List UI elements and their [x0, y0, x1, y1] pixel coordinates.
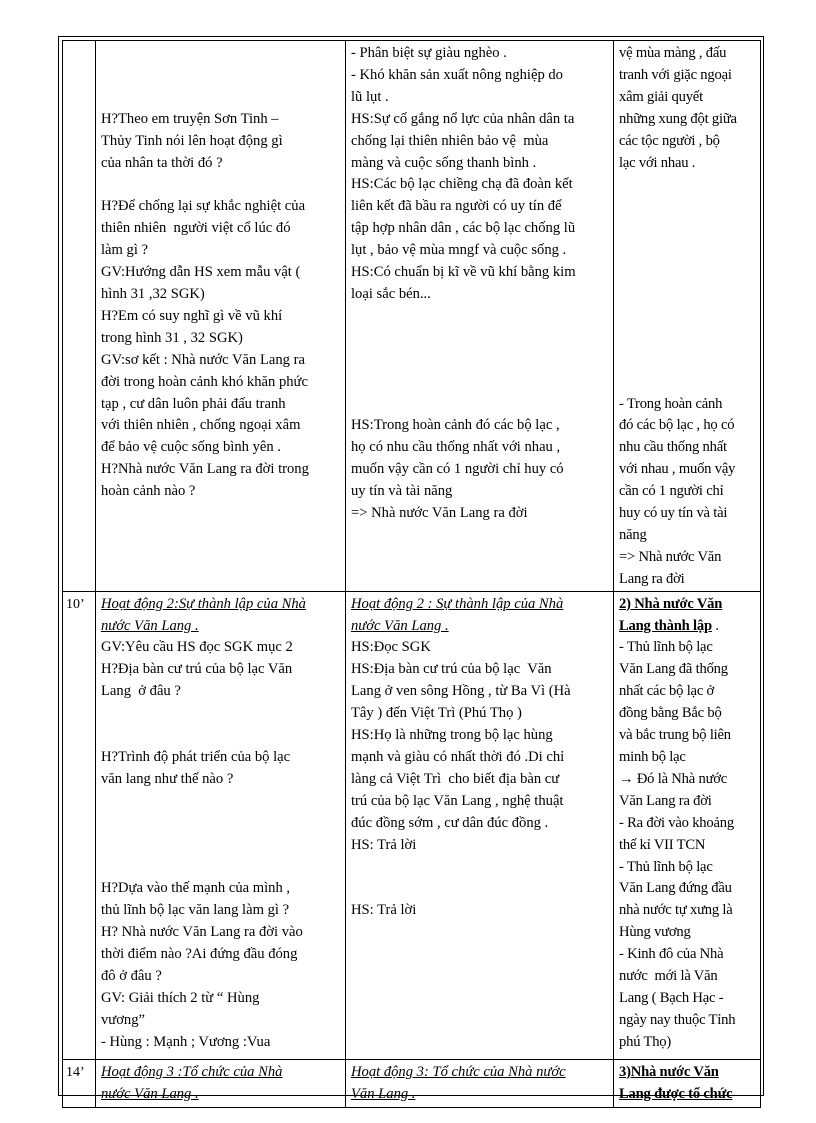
blank-line	[351, 372, 609, 394]
text-line: những xung đột giữa	[619, 110, 737, 127]
text-line: Văn Lang .	[351, 1085, 416, 1102]
text-line: tập hợp nhân dân , các bộ lạc chống lũ	[351, 220, 576, 237]
text-line: HS: Trả lời	[351, 902, 417, 919]
blank-line	[351, 394, 609, 416]
text-line: mạnh và giàu có nhất thời đó .Di chỉ	[351, 749, 565, 765]
teacher-lines	[101, 637, 341, 1053]
text-line: GV:Yêu cầu HS đọc SGK mục 2	[101, 639, 293, 656]
text-line: - Khó khăn sản xuất nông nghiệp do	[351, 66, 563, 83]
text-line: Văn Lang ra đời	[619, 792, 712, 809]
text-line: minh bộ lạc	[619, 749, 686, 765]
text-line: làng cả Việt Trì cho biết địa bàn cư	[351, 770, 560, 787]
blank-line	[619, 196, 756, 218]
text-line: uy tín và tài năng	[351, 483, 453, 500]
text-line: HS: Trả lời	[351, 836, 417, 853]
text-line: huy có uy tín và tài	[619, 505, 728, 522]
section-heading-tail: .	[711, 617, 719, 634]
text-line: 3)Nhà nước Văn	[619, 1063, 719, 1080]
blank-line	[101, 857, 341, 879]
text-line: màng và cuộc sống thanh bình .	[351, 154, 537, 171]
text-line: → Đó là Nhà nước	[619, 770, 728, 787]
content-cell	[614, 591, 761, 1059]
blank-line	[351, 328, 609, 350]
table-row-activity-2	[63, 591, 761, 1059]
activity-heading	[101, 594, 341, 638]
text-line: chống lại thiên nhiên bảo vệ mùa	[351, 132, 549, 149]
text-line: liên kết đã bầu ra người có uy tín để	[351, 198, 562, 215]
text-line: tranh với giặc ngoại	[619, 66, 732, 83]
text-line: của nhân ta thời đó ?	[101, 154, 223, 171]
blank-line	[101, 835, 341, 857]
text-line: nước mới là Văn	[619, 968, 718, 985]
section-heading-line: Lang thành lập	[619, 617, 712, 634]
text-line: trong hình 31 , 32 SGK)	[101, 329, 243, 346]
text-line: làm gì ?	[101, 242, 149, 259]
text-line: nhất các bộ lạc ở	[619, 683, 715, 700]
blank-line	[619, 284, 756, 306]
text-line: H?Em có suy nghĩ gì về vũ khí	[101, 307, 283, 324]
activity-heading	[351, 1062, 609, 1106]
blank-line	[351, 857, 609, 879]
text-line: với thiên nhiên , chống ngoại xâm	[101, 417, 301, 434]
text-line: - Phân biệt sự giàu nghèo .	[351, 45, 507, 61]
text-line: thời điểm nào ?Ai đứng đầu đóng	[101, 946, 298, 963]
teacher-activity-cell	[96, 41, 346, 592]
blank-line	[101, 43, 341, 65]
text-line: đời trong hoàn cảnh khó khăn phức	[101, 373, 308, 390]
text-line: và bắc trung bộ liên	[619, 727, 731, 744]
text-line: H?Để chống lại sự khắc nghiệt của	[101, 198, 306, 215]
text-line: thủ lĩnh bộ lạc văn lang làm gì ?	[101, 902, 290, 919]
blank-line	[619, 328, 756, 350]
text-line: => Nhà nước Văn Lang ra đời	[351, 505, 528, 522]
text-line: HS:Có chuẩn bị kĩ về vũ khí bằng kim	[351, 264, 576, 281]
section-heading	[619, 1062, 756, 1106]
text-line: Hoạt động 2 : Sự thành lập của Nhà	[351, 595, 564, 612]
time-cell	[63, 41, 96, 592]
text-line: - Hùng : Mạnh ; Vương :Vua	[101, 1033, 271, 1050]
text-line: ngày nay thuộc Tỉnh	[619, 1011, 736, 1028]
content-cell	[614, 1059, 761, 1107]
text-line: H?Trình độ phát triển của bộ lạc	[101, 749, 291, 765]
teacher-activity-cell	[96, 1059, 346, 1107]
text-line: nước Văn Lang .	[351, 617, 449, 634]
text-line: Văn Lang đã thống	[619, 661, 728, 678]
text-line: GV:Hướng dẫn HS xem mẫu vật (	[101, 264, 301, 281]
text-line: thế kỉ VII TCN	[619, 836, 706, 853]
text-line: thiên nhiên người việt cổ lúc đó	[101, 220, 291, 237]
text-line: Tây ) đến Việt Trì (Phú Thọ )	[351, 705, 522, 722]
blank-line	[101, 791, 341, 813]
text-line: Lang ( Bạch Hạc -	[619, 989, 724, 1006]
text-line: để bảo vệ cuộc sống bình yên .	[101, 439, 281, 456]
text-line: HS:Họ là những trong bộ lạc hùng	[351, 727, 553, 744]
text-line: Lang ra đời	[619, 570, 685, 587]
text-line: HS:Đọc SGK	[351, 639, 431, 656]
student-activity-cell	[346, 1059, 614, 1107]
text-line: GV:sơ kết : Nhà nước Văn Lang ra	[101, 351, 305, 368]
text-line: cần có 1 người chỉ	[619, 483, 724, 500]
table-row-activity-3	[63, 1059, 761, 1107]
text-line: trú của bộ lạc Văn Lang , nghệ thuật	[351, 792, 564, 809]
text-line: vệ mùa màng , đấu	[619, 45, 727, 61]
text-line: Lang được tổ chức	[619, 1085, 733, 1102]
blank-line	[351, 350, 609, 372]
lesson-table	[62, 40, 761, 1108]
time-cell: 14’	[63, 1059, 96, 1107]
text-line: nước Văn Lang .	[101, 617, 199, 634]
blank-line	[101, 174, 341, 196]
blank-line	[619, 240, 756, 262]
blank-line	[351, 306, 609, 328]
text-line: lạc với nhau .	[619, 154, 696, 171]
blank-line	[101, 725, 341, 747]
blank-line	[619, 306, 756, 328]
section-heading-line: 2) Nhà nước Văn	[619, 595, 723, 612]
text-line: GV: Giải thích 2 từ “ Hùng	[101, 989, 260, 1006]
text-line: hoàn cảnh nào ?	[101, 483, 196, 500]
text-line: văn lang như thế nào ?	[101, 770, 234, 787]
text-line: H?Dựa vào thế mạnh của mình ,	[101, 880, 291, 897]
text-line: Hoạt động 3 :Tổ chức của Nhà	[101, 1063, 283, 1080]
text-line: HS:Sự cố gắng nổ lực của nhân dân ta	[351, 110, 575, 127]
text-line: lụt , bảo vệ mùa mngf và cuộc sống .	[351, 242, 567, 259]
text-line: HS:Trong hoàn cảnh đó các bộ lạc ,	[351, 417, 560, 434]
text-line: - Thủ lĩnh bộ lạc	[619, 858, 713, 875]
blank-line	[619, 372, 756, 394]
text-line: HS:Địa bàn cư trú của bộ lạc Văn	[351, 661, 552, 678]
section-heading	[619, 594, 756, 638]
text-line: vương”	[101, 1011, 145, 1028]
text-line: H?Địa bàn cư trú của bộ lạc Văn	[101, 661, 293, 678]
text-line: muốn vậy cần có 1 người chỉ huy có	[351, 461, 564, 478]
text-line: HS:Các bộ lạc chiềng chạ đã đoàn kết	[351, 176, 573, 193]
activity-heading	[351, 594, 609, 638]
text-line: Hoạt động 2:Sự thành lập của Nhà	[101, 595, 306, 612]
text-line: năng	[619, 526, 647, 543]
content-cell	[614, 41, 761, 592]
student-activity-cell	[346, 591, 614, 1059]
text-line: Hùng vương	[619, 924, 691, 941]
blank-line	[351, 878, 609, 900]
text-line: phú Thọ)	[619, 1033, 672, 1050]
text-line: nhà nước tự xưng là	[619, 902, 733, 919]
text-line: - Ra đời vào khoảng	[619, 814, 734, 831]
text-line: họ có nhu cầu thống nhất với nhau ,	[351, 439, 561, 456]
text-line: loại sắc bén...	[351, 285, 431, 302]
blank-line	[619, 218, 756, 240]
text-line: Văn Lang đứng đầu	[619, 880, 732, 897]
text-line: tạp , cư dân luôn phải đấu tranh	[101, 395, 286, 412]
text-line: - Kinh đô của Nhà	[619, 946, 724, 963]
text-line: Lang ở đâu ?	[101, 683, 181, 700]
content-lines	[619, 637, 756, 1053]
student-lines	[351, 637, 609, 922]
text-line: H?Nhà nước Văn Lang ra đời trong	[101, 461, 309, 478]
blank-line	[101, 703, 341, 725]
blank-line	[619, 350, 756, 372]
text-line: đồng bằng Bắc bộ	[619, 705, 722, 722]
text-line: đúc đồng sớm , cư dân đúc đồng .	[351, 814, 549, 831]
text-line: Lang ở ven sông Hồng , từ Ba Vì (Hà	[351, 683, 571, 700]
student-activity-cell	[346, 41, 614, 592]
text-line: các tộc người , bộ	[619, 132, 720, 149]
text-line: - Trong hoàn cảnh	[619, 395, 723, 412]
text-line: hình 31 ,32 SGK)	[101, 285, 205, 302]
table-row-continuation	[63, 41, 761, 592]
text-line: nhu cầu thống nhất	[619, 439, 727, 456]
time-cell: 10’	[63, 591, 96, 1059]
text-line: => Nhà nước Văn	[619, 548, 722, 565]
blank-line	[101, 87, 341, 109]
text-line: với nhau , muốn vậy	[619, 461, 736, 478]
blank-line	[101, 65, 341, 87]
text-line: lũ lụt .	[351, 88, 389, 105]
blank-line	[619, 262, 756, 284]
text-line: xâm giải quyết	[619, 88, 703, 105]
text-line: nước Văn Lang .	[101, 1085, 199, 1102]
text-line: H?Theo em truyện Sơn Tinh –	[101, 110, 279, 127]
text-line: - Thủ lĩnh bộ lạc	[619, 639, 713, 656]
text-line: Thủy Tinh nói lên hoạt động gì	[101, 132, 283, 149]
activity-heading	[101, 1062, 341, 1106]
text-line: đó các bộ lạc , họ có	[619, 417, 735, 434]
text-line: Hoạt động 3: Tổ chức của Nhà nước	[351, 1063, 566, 1080]
text-line: đô ở đâu ?	[101, 968, 162, 985]
teacher-activity-cell	[96, 591, 346, 1059]
blank-line	[619, 174, 756, 196]
blank-line	[101, 813, 341, 835]
text-line: H? Nhà nước Văn Lang ra đời vào	[101, 924, 303, 941]
